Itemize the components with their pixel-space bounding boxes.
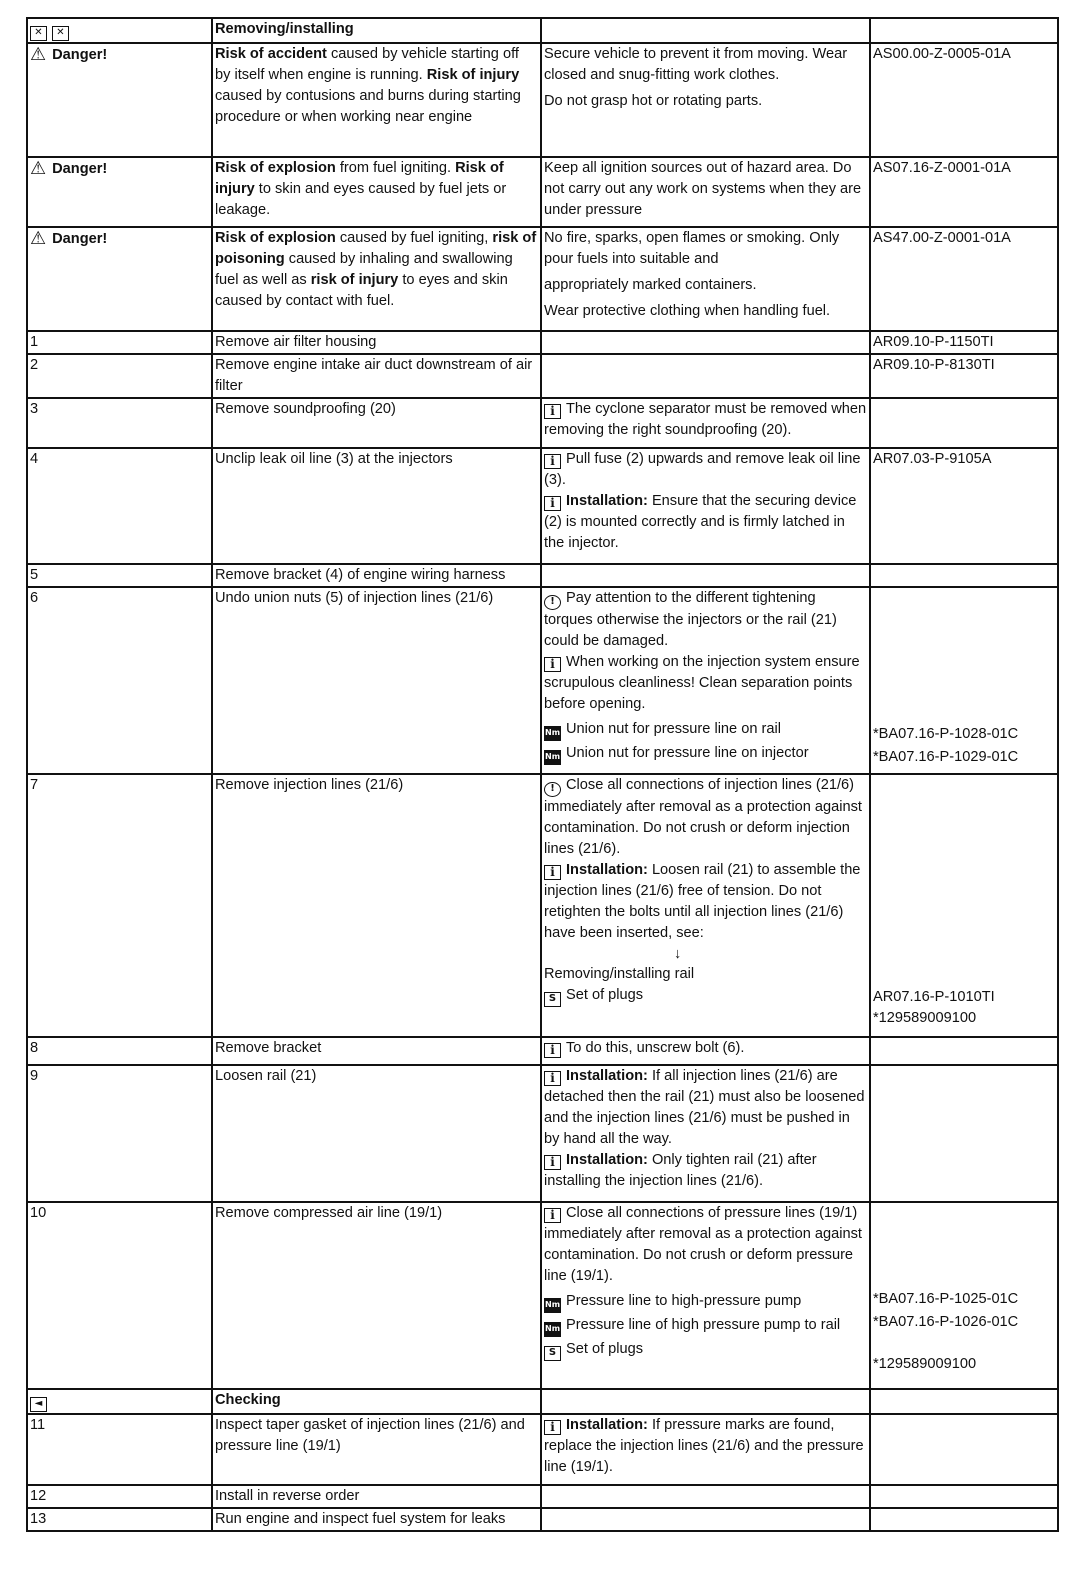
step-number: 13 [27, 1508, 212, 1531]
step-row [27, 354, 1058, 398]
special-tool-icon: S [544, 992, 561, 1007]
info-icon: i [544, 1071, 561, 1086]
info-icon: i [544, 1043, 561, 1058]
torque-nm-icon: Nm [544, 1298, 561, 1313]
step-action: Remove soundproofing (20) [212, 398, 541, 448]
step-ref: AR07.03-P-9105A [870, 448, 1058, 564]
step-action: Inspect taper gasket of injection lines (21/6) and pressure line (19/1) [212, 1414, 541, 1485]
danger-risk: Risk of accident caused by vehicle starting off by itself when engine is running. Risk of injury caused by contusions and burns during starting procedure or when working near engine [212, 43, 541, 157]
section-header-removing [27, 18, 1058, 43]
step-ref: *BA07.16-P-1025-01C *BA07.16-P-1026-01C *129589009100 [870, 1202, 1058, 1389]
danger-label: Danger! [52, 47, 108, 63]
step-row [27, 1202, 1058, 1389]
danger-risk: Risk of explosion caused by fuel igniting, risk of poisoning caused by inhaling and swallowing fuel as well as risk of injury to eyes and skin caused by contact with fuel. [212, 227, 541, 331]
step-number: 4 [27, 448, 212, 564]
step-row [27, 448, 1058, 564]
step-note: ! Close all connections of injection lines (21/6) immediately after removal as a protection against contamination. Do not crush or deform injection lines (21/6). i Installation: Loosen rail (21) to assemble the injection lines (21/6) free of tension. Do not retighten the bolts until all injection lines (21/6) have been inserted, see: ↓ Removing/installing rail S Set of plugs [541, 774, 870, 1037]
info-icon: i [544, 1208, 561, 1223]
danger-measures: Keep all ignition sources out of hazard area. Do not carry out any work on systems when they are under pressure [541, 157, 870, 227]
step-note: i Installation: If pressure marks are found, replace the injection lines (21/6) and the pressure line (19/1). [541, 1414, 870, 1485]
step-row [27, 1508, 1058, 1531]
torque-nm-icon: Nm [544, 726, 561, 741]
step-action: Undo union nuts (5) of injection lines (21/6) [212, 587, 541, 774]
clean-caution-icon: ! [544, 782, 561, 797]
step-action: Remove injection lines (21/6) [212, 774, 541, 1037]
step-number: 8 [27, 1037, 212, 1065]
warning-triangle-icon: ⚠ [30, 158, 47, 178]
step-action: Remove bracket [212, 1037, 541, 1065]
section-icons [27, 18, 212, 43]
step-row [27, 1414, 1058, 1485]
step-ref: AR07.16-P-1010TI *129589009100 [870, 774, 1058, 1037]
step-number: 7 [27, 774, 212, 1037]
danger-measures: Secure vehicle to prevent it from moving. Wear closed and snug-fitting work clothes. Do not grasp hot or rotating parts. [541, 43, 870, 157]
section-title: Checking [212, 1389, 541, 1414]
step-number: 9 [27, 1065, 212, 1202]
step-action: Unclip leak oil line (3) at the injectors [212, 448, 541, 564]
section-title: Removing/installing [212, 18, 541, 43]
danger-ref: AS00.00-Z-0005-01A [870, 43, 1058, 157]
info-icon: i [544, 1155, 561, 1170]
mechanical-assembly-icon: ✕ [52, 26, 69, 41]
step-note: ! Pay attention to the different tightening torques otherwise the injectors or the rail (21) could be damaged. i When working on the injection system ensure scrupulous cleanliness! Clean separation points before opening. Nm Union nut for pressure line on rail Nm Union nut for pressure line on injector [541, 587, 870, 774]
danger-row [27, 43, 1058, 157]
arrow-down-icon: ↓ [674, 946, 682, 962]
step-note: i The cyclone separator must be removed when removing the right soundproofing (20). [541, 398, 870, 448]
info-icon: i [544, 454, 561, 469]
info-icon: i [544, 496, 561, 511]
step-row [27, 774, 1058, 1037]
step-row [27, 1037, 1058, 1065]
procedure-table [26, 17, 1059, 1532]
step-row [27, 1065, 1058, 1202]
clean-caution-icon: ! [544, 595, 561, 610]
step-action: Remove engine intake air duct downstream of air filter [212, 354, 541, 398]
warning-triangle-icon: ⚠ [30, 44, 47, 64]
mechanical-assembly-icon: ✕ [30, 26, 47, 41]
torque-nm-icon: Nm [544, 1322, 561, 1337]
step-number: 10 [27, 1202, 212, 1389]
danger-ref: AS47.00-Z-0001-01A [870, 227, 1058, 331]
step-number: 5 [27, 564, 212, 587]
step-row [27, 587, 1058, 774]
info-icon: i [544, 657, 561, 672]
step-number: 2 [27, 354, 212, 398]
info-icon: i [544, 404, 561, 419]
step-row [27, 331, 1058, 354]
step-note: i Pull fuse (2) upwards and remove leak oil line (3). i Installation: Ensure that the securing device (2) is mounted correctly and is firmly latched in the injector. [541, 448, 870, 564]
danger-risk: Risk of explosion from fuel igniting. Risk of injury to skin and eyes caused by fuel jets or leakage. [212, 157, 541, 227]
danger-ref: AS07.16-Z-0001-01A [870, 157, 1058, 227]
step-number: 12 [27, 1485, 212, 1508]
step-number: 6 [27, 587, 212, 774]
step-action: Remove air filter housing [212, 331, 541, 354]
step-action: Run engine and inspect fuel system for leaks [212, 1508, 541, 1531]
warning-triangle-icon: ⚠ [30, 228, 47, 248]
section-header-checking [27, 1389, 1058, 1414]
step-action: Install in reverse order [212, 1485, 541, 1508]
step-note: i Installation: If all injection lines (21/6) are detached then the rail (21) must also be loosened and the injection lines (21/6) must be pushed in by hand all the way. i Installation: Only tighten rail (21) after installing the injection lines (21/6). [541, 1065, 870, 1202]
step-number: 11 [27, 1414, 212, 1485]
step-ref: AR09.10-P-8130TI [870, 354, 1058, 398]
checking-icon: ◄ [30, 1397, 47, 1412]
step-number: 3 [27, 398, 212, 448]
step-ref: AR09.10-P-1150TI [870, 331, 1058, 354]
info-icon: i [544, 1420, 561, 1435]
torque-nm-icon: Nm [544, 750, 561, 765]
step-number: 1 [27, 331, 212, 354]
danger-row: ⚠ Danger! Risk of explosion caused by fuel igniting, risk of poisoning caused by inhaling and swallowing fuel as well as risk of injury to eyes and skin caused by contact with fuel. No fire, sparks, open flames or smoking. Only pour fuels into suitable and appropriately marked containers. Wear protective clothing when handling fuel. AS47.00-Z-0001-01A [27, 227, 1058, 331]
link-removing-installing-rail[interactable]: Removing/installing rail [544, 966, 695, 982]
danger-row: ⚠ Danger! Risk of explosion from fuel igniting. Risk of injury to skin and eyes caused by fuel jets or leakage. Keep all ignition sources out of hazard area. Do not carry out any work on systems when they are under pressure AS07.16-Z-0001-01A [27, 157, 1058, 227]
step-action: Loosen rail (21) [212, 1065, 541, 1202]
special-tool-icon: S [544, 1346, 561, 1361]
step-row [27, 398, 1058, 448]
danger-measures: No fire, sparks, open flames or smoking. Only pour fuels into suitable and appropriately marked containers. Wear protective clothing when handling fuel. [541, 227, 870, 331]
step-row [27, 1485, 1058, 1508]
step-row [27, 564, 1058, 587]
step-action: Remove compressed air line (19/1) [212, 1202, 541, 1389]
step-note: i Close all connections of pressure lines (19/1) immediately after removal as a protection against contamination. Do not crush or deform pressure line (19/1). Nm Pressure line to high-pressure pump Nm Pressure line of high pressure pump to rail S Set of plugs [541, 1202, 870, 1389]
step-note: i To do this, unscrew bolt (6). [541, 1037, 870, 1065]
step-action: Remove bracket (4) of engine wiring harness [212, 564, 541, 587]
info-icon: i [544, 865, 561, 880]
step-ref: *BA07.16-P-1028-01C *BA07.16-P-1029-01C [870, 587, 1058, 774]
